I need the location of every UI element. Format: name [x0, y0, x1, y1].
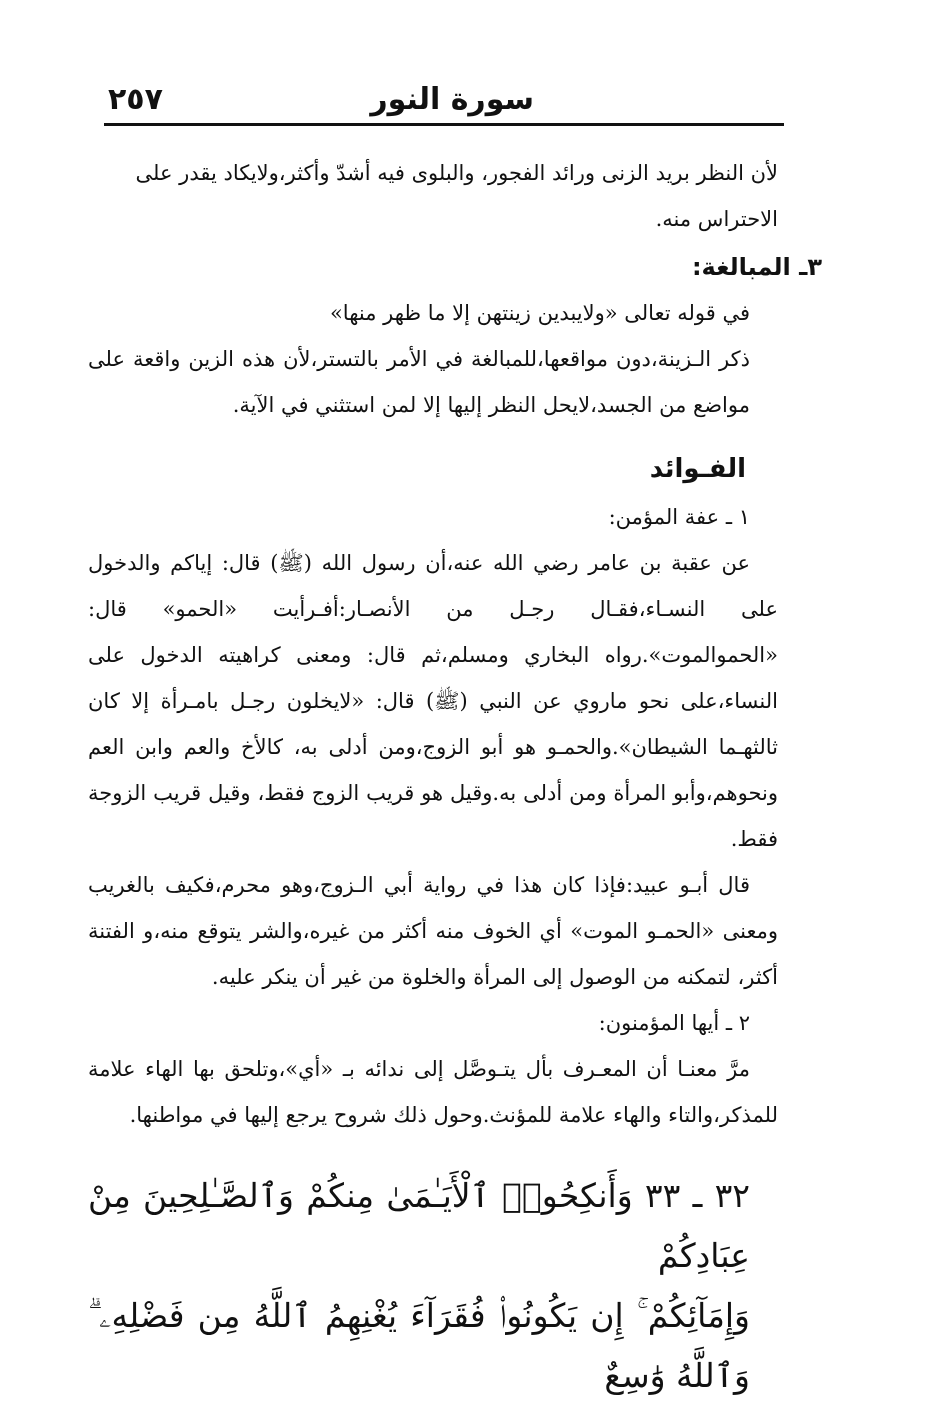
page-number: ٢٥٧: [108, 82, 163, 117]
verse-line: ٣٢ ـ ٣٣ وَأَنكِحُوا۟ ٱلْأَيَـٰمَىٰ مِنكُمْ وَٱلصَّـٰلِحِينَ مِنْ عِبَادِكُمْ: [88, 1176, 751, 1275]
page-body: [88, 150, 822, 1406]
paragraph: قال أبـو عبيد:فإذا كان هذا في رواية أبي الـزوج،وهو محرم،فكيف بالغريب ومعنى «الحمـو الموت» أي الخوف منه أكثر من غيره،والشر يتوقع منه،و الفتنة أكثر، لتمكنه من الوصول إلى المرأة والخلوة من غير أن ينكر عليه.: [88, 873, 778, 989]
paragraph: عن عقبة بن عامر رضي الله عنه،أن رسول الله (ﷺ) قال: إياكم والدخول على النسـاء،فقـال رجـل من الأنصـار:أفـرأيت «الحمو» قال: «الحموالموت».رواه البخاري ومسلم،ثم قال: ومعنى كراهيته الدخول على النساء،على نحو ماروي عن النبي (ﷺ) قال: «لايخلون رجـل بامـرأة إلا كان ثالثهـما الشيطان».والحمـو هو أبو الزوج،ومن أدلى به، كالأخ والعم وابن العم ونحوهم،وأبو المرأة ومن أدلى به.وقيل هو قريب الزوج فقط، وقيل قريب الزوجة فقط.: [88, 551, 778, 851]
paragraph: مرَّ معنـا أن المعـرف بأل يتـوصَّل إلى ندائه بـ «أي»،وتلحق بها الهاء علامة للمذكر،والتاء والهاء علامة للمؤنث.وحول ذلك شروح يرجع إليها في مواطنها.: [88, 1057, 778, 1127]
surah-title: سورة النور: [370, 82, 534, 117]
verse-line: وَإِمَآئِكُمْ ۚ إِن يَكُونُوا۟ فُقَرَآءَ يُغْنِهِمُ ٱللَّهُ مِن فَضْلِهِۦ ۗ وَٱللَّهُ وَٰسِعٌ: [88, 1296, 750, 1395]
page-header: [104, 74, 784, 126]
item-title: ٢ ـ أيها المؤمنون:: [598, 1011, 750, 1035]
intro-line: الاحتراس منه.: [655, 207, 778, 231]
item-title: ١ ـ عفة المؤمن:: [608, 505, 750, 529]
heading-mubalagha: ٣ـ المبالغة:: [691, 253, 822, 281]
quran-verse: [88, 1166, 778, 1406]
header-rule: [104, 123, 784, 126]
paragraph: في قوله تعالى «ولايبدين زينتهن إلا ما ظهر منها»: [329, 301, 750, 325]
section-title-fawaid: الفـوائد: [649, 454, 746, 484]
paragraph: ذكر الـزينة،دون مواقعها،للمبالغة في الأمر بالتستر،لأن هذه الزين واقعة على مواضع من الجسد،لايحل النظر إليها إلا لمن استثني في الآية.: [88, 347, 750, 417]
intro-line: لأن النظر بريد الزنى ورائد الفجور، والبلوى فيه أشدّ وأكثر،ولايكاد يقدر على: [135, 161, 778, 185]
